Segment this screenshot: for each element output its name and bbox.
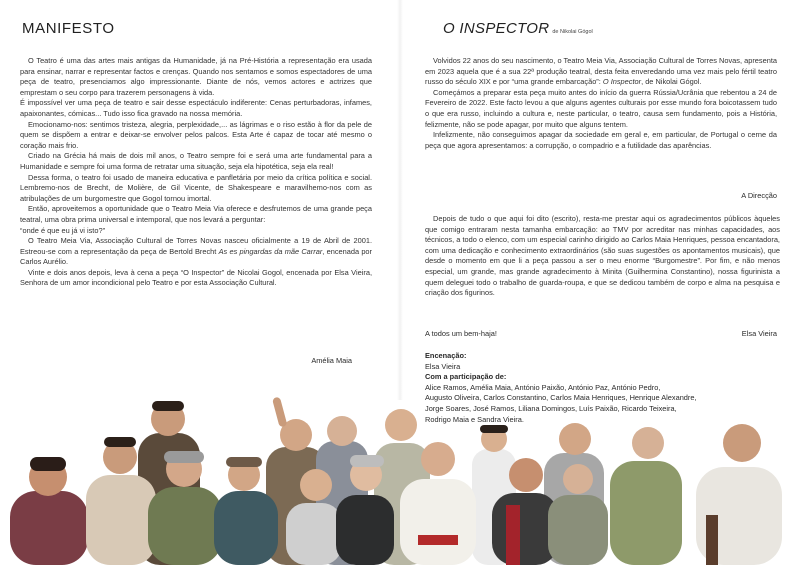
thanks-signature: Elsa Vieira bbox=[741, 329, 777, 338]
cast-label: Com a participação de: bbox=[425, 372, 507, 382]
manifesto-paragraph: Dessa forma, o teatro foi usado de maneira educativa e panfletária por meio da crítica política e social. Lembremo-nos de Brecht, de Molière, de Gil Vicente, de Shakespeare e maravilhemo-nos com as atribulações de um burgomestre que Gogol tornou imortal. bbox=[20, 172, 372, 203]
direction-paragraph: Infelizmente, não conseguimos apagar da sociedade em geral e, em particular, de Portugal o cerne da peça que agora apresentamos: a corrupção, o compadrio e a futilidade das aparências. bbox=[425, 130, 777, 150]
cast-line: Rodrigo Maia e Sandra Vieira. bbox=[425, 414, 524, 424]
manifesto-paragraph: Emocionamo-nos: sentimos tristeza, alegria, perplexidade,... as lágrimas e o riso estão à flor da pele de quem se dispõem a entrar e deixar-se envolver pelos palcos. Esta Arte é capaz de tocar até mesmo o coração mais frio. bbox=[20, 119, 372, 150]
manifesto-signature: Amélia Maia bbox=[311, 356, 352, 365]
direction-note bbox=[425, 56, 777, 151]
manifesto-paragraph: É impossível ver uma peça de teatro e sair desse espectáculo indiferente: Cenas perturbadoras, infames, apaixonantes, cómicas... Tudo isso fica gravado na nossa memória. bbox=[20, 98, 372, 118]
manifesto-paragraph: Criado na Grécia há mais de dois mil anos, o Teatro sempre foi e será uma arte fundamental para a Humanidade e sempre foi uma forma de retratar uma situação, seja ela hipotética, seja ela real! bbox=[20, 151, 372, 171]
cast-member-figure bbox=[610, 427, 682, 565]
cast-member-figure bbox=[696, 424, 782, 565]
manifesto-quote: “onde é que eu já vi isto?” bbox=[20, 225, 106, 235]
intro-text-end: , de Nikolai Gógol. bbox=[641, 77, 702, 87]
intro-text: Volvidos 22 anos do seu nascimento, o Teatro Meia Via, Associação Cultural de Torres Novas, apresenta em 2023 aquela que é a sua 22ª produção teatral, desta feita enveredando uma vez mais pelo fértil teatro russo do século XIX e por “uma grande embarcação”: bbox=[425, 56, 777, 87]
thanks-paragraph: Depois de tudo o que aqui foi dito (escrito), resta-me prestar aqui os agradecimentos públicos àqueles que comigo entraram nesta tamanha embarcação: ao TMV por acreditar nas minhas capacidades, aos técnicos, a todo o elenco, com um especial carinho dirigido ao Carlos Maia Henriques, pessoa encantadora, com uma dedicação e conhecimento extraordinários (são suas sugestões os apontamentos musicais), que desde o momento em que li a peça passou a ser o meu enorme “Burgomestre”. Por fim, e não menos especial, um grande, mas grande agradecimento à Minita (Guilhermina Constantino), nossa figurinista a quem deleguei todo o trabalho de guarda-roupa, e que se dedicou também de corpo e alma na pesquisa e criação dos figurinos. bbox=[425, 214, 780, 298]
play-title-carrar: As es pingardas da mãe Carrar bbox=[218, 246, 323, 256]
manifesto-paragraph bbox=[20, 236, 372, 268]
manifesto-paragraph: Então, aproveitemos a oportunidade que o Teatro Meia Via oferece e desfrutemos de uma grande peça teatral, uma obra prima universal e intemporal, que nos levará a perguntar: bbox=[20, 204, 372, 224]
play-author: de Nikolai Gógol bbox=[552, 29, 593, 35]
thanks-note bbox=[425, 214, 780, 299]
direction-signature: A Direcção bbox=[741, 191, 777, 200]
direction-paragraph: Começámos a preparar esta peça muito antes do início da guerra Rússia/Ucrânia que rebentou a 24 de Fevereiro de 2022. Este facto levou a que alguns agentes culturais por esse mundo fora boicotassem tudo o que era russo, incluindo a cultura e, neste particular, o teatro, causa sem fundamento, pois a História, felizmente, não se pode apagar, por muito que alguns tentem. bbox=[425, 87, 777, 129]
direction-paragraph bbox=[425, 56, 777, 88]
cast-line: Jorge Soares, José Ramos, Liliana Domingos, Luís Paixão, Ricardo Teixeira, bbox=[425, 403, 677, 413]
history-text-end: , encenada por Carlos Aurélio. bbox=[20, 246, 373, 267]
manifesto-paragraph: O Teatro é uma das artes mais antigas da Humanidade, já na Pré-História a representação era usada para ensinar, narrar e representar factos e crenças. Quando nos sentamos e somos espectadores de uma peça de teatro, presenciamos algo impressionante. Diante de nós, vemos actores e actrizes que emprestam o seu corpo para trazerem personagens à vida. bbox=[20, 56, 372, 97]
director-name: Elsa Vieira bbox=[425, 361, 461, 371]
cast-line: Alice Ramos, Amélia Maia, António Paixão, António Paz, António Pedro, bbox=[425, 382, 661, 392]
history-text: O Teatro Meia Via, Associação Cultural de Torres Novas nasceu oficialmente a 19 de Abril de 2001. Estreou-se com a representação da peça de Bertold Brecht bbox=[20, 236, 372, 256]
cast-line: Augusto Oliveira, Carlos Constantino, Carlos Maia Henriques, Henrique Alexandre, bbox=[425, 393, 697, 403]
cast-member-figure bbox=[10, 457, 88, 565]
play-title-inline: O Inspector bbox=[602, 77, 642, 87]
cast-photo bbox=[0, 395, 800, 565]
thanks-closing: A todos um bem-haja! bbox=[425, 329, 497, 338]
manifesto-text bbox=[20, 56, 372, 289]
play-title: O INSPECTOR bbox=[443, 20, 550, 37]
play-title-row bbox=[443, 20, 593, 38]
direction-label: Encenação: bbox=[425, 351, 467, 360]
manifesto-heading: MANIFESTO bbox=[22, 20, 115, 37]
manifesto-paragraph: Vinte e dois anos depois, leva à cena a peça “O Inspector” de Nicolai Gogol, encenada por Elsa Vieira, Senhora de um amor incondicional pelo Teatro e por esta Associação Cultural. bbox=[20, 267, 372, 288]
